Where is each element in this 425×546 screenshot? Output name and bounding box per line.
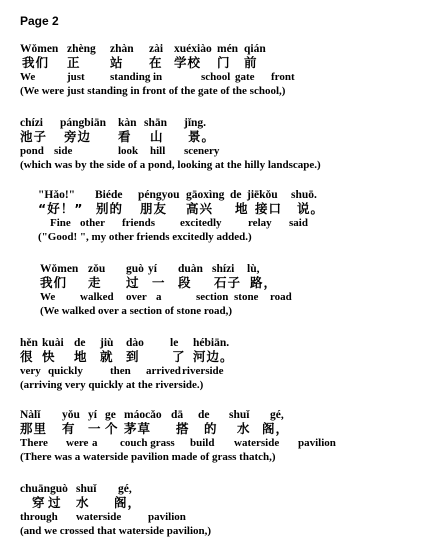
pinyin-word: hébiān. [193,337,230,349]
gloss-word: We [40,291,56,303]
gloss-word: road [270,291,292,303]
pinyin-word: zhàn [110,43,134,55]
hanzi-word: 水 [237,421,251,436]
pinyin-word: qián [244,43,266,55]
gloss-word: pavilion [298,437,336,449]
translation-line: (arriving very quickly at the riverside.) [20,379,204,391]
pinyin-word: dā [171,409,184,421]
pinyin-word: Nàlǐ [20,409,41,421]
gloss-word: relay [248,217,272,229]
hanzi-word: 地 [74,349,88,364]
gloss-word: front [271,71,295,83]
gloss-word: look [118,145,139,157]
pinyin-word: yǒu [62,409,80,421]
pinyin-word: ge [105,409,116,421]
gloss-word: hill [150,145,166,157]
hanzi-word: 个 [105,421,119,436]
hanzi-word: 学校 [174,55,202,70]
hanzi-word: 水 [76,495,90,510]
translation-line: (We walked over a section of stone road,) [40,305,233,317]
pinyin-word: shuǐ [76,483,97,495]
gloss-word: gate [235,71,255,83]
pinyin-word: chuānguò [20,483,68,495]
hanzi-word: 过 [126,275,140,290]
gloss-word: Fine [50,217,71,229]
hanzi-word: 的 [204,421,218,436]
hanzi-word: 池子 [20,129,48,144]
hanzi-word: 地 [235,201,249,216]
pinyin-word: shuō. [291,189,317,201]
pinyin-word: máocǎo [124,409,162,421]
page-title: Page 2 [20,14,59,28]
hanzi-word: 石子 [214,275,242,290]
hanzi-word: 旁边 [64,129,92,144]
pinyin-word: gé, [270,409,284,421]
hanzi-word: 一 [88,421,102,436]
hanzi-word: 接口 [255,201,283,216]
translation-line: (We were just standing in front of the gate of the school,) [20,85,286,97]
translation-line: (There was a waterside pavilion made of grass thatch,) [20,451,276,463]
hanzi-word: 门 [217,55,231,70]
gloss-word: scenery [184,145,220,157]
hanzi-word: 一 [152,275,166,290]
hanzi-word: 河边。 [193,349,234,364]
hanzi-word: 前 [244,55,258,70]
pinyin-word: yí [88,409,97,421]
hanzi-word: 搭 [176,421,190,436]
hanzi-word: 有 [62,421,76,436]
hanzi-word: 到 [126,349,140,364]
gloss-word: build [190,437,215,449]
pinyin-word: kàn [118,117,137,129]
pinyin-word: zhèng [67,43,96,55]
pinyin-word: jiēkǒu [247,189,278,201]
translation-line: ("Good! ", my other friends excitedly added.) [38,231,252,243]
pinyin-word: jiù [100,337,114,349]
gloss-word: then [110,365,131,377]
translation-line: (and we crossed that waterside pavilion,) [20,525,212,537]
gloss-word: excitedly [180,217,222,229]
gloss-word: riverside [182,365,224,377]
hanzi-word: 看 [118,129,132,144]
pinyin-word: yí [148,263,157,275]
pinyin-word: gāoxìng [186,189,225,201]
gloss-word: friends [122,217,155,229]
gloss-word: quickly [48,365,83,377]
hanzi-word: 很 [20,349,34,364]
hanzi-word: 站 [110,55,124,70]
hanzi-word: 阁， [114,495,142,510]
gloss-word: arrived [146,365,181,377]
pinyin-word: kuài [42,337,64,349]
pinyin-word: xuéxiào [174,43,212,55]
pinyin-word: péngyou [138,189,180,201]
pinyin-word: guò [126,263,144,275]
hanzi-word: 就 [100,349,114,364]
hanzi-word: 了 [172,349,186,364]
gloss-word: standing [110,71,151,83]
hanzi-word: 我们 [40,275,68,290]
gloss-word: very [20,365,41,377]
gloss-word: through [20,511,58,523]
hanzi-word: 别的 [96,201,124,216]
pinyin-word: gé, [118,483,132,495]
gloss-word: couch grass [120,437,175,449]
hanzi-word: 景。 [188,129,216,144]
pinyin-word: shuǐ [229,409,250,421]
pinyin-word: Wǒmen [40,263,79,275]
translation-line: (which was by the side of a pond, looking at the hilly landscape.) [20,159,321,171]
pinyin-word: duàn [178,263,203,275]
hanzi-word: 山 [150,129,164,144]
pinyin-word: de [230,189,242,201]
pinyin-word: lù, [247,263,260,275]
gloss-word: a [156,291,162,303]
gloss-word: in [153,71,163,83]
hanzi-word: 高兴 [186,201,214,216]
hanzi-word: 正 [67,55,81,70]
hanzi-word: 过 [48,495,62,510]
gloss-word: stone [234,291,259,303]
pinyin-word: mén [217,43,239,55]
hanzi-word: 穿 [32,495,46,510]
gloss-word: We [20,71,36,83]
gloss-word: a [92,437,98,449]
gloss-word: waterside [234,437,280,449]
gloss-word: school [201,71,231,83]
gloss-word: were [66,437,89,449]
gloss-word: just [67,71,85,83]
pinyin-word: "Hǎo!" [38,189,76,201]
hanzi-word: 那里 [20,421,48,436]
gloss-word: other [80,217,106,229]
pinyin-word: pángbiān [60,117,107,129]
pinyin-word: de [198,409,210,421]
hanzi-word: 段 [178,275,192,290]
hanzi-word: 茅草 [124,421,152,436]
gloss-word: side [54,145,73,157]
pinyin-word: Biéde [95,189,123,201]
pinyin-word: zài [149,43,164,55]
pinyin-word: chízi [20,117,43,129]
hanzi-word: 快 [42,349,56,364]
pinyin-word: dào [126,337,144,349]
hanzi-word: 我们 [22,55,50,70]
gloss-word: section [196,291,229,303]
hanzi-word: “好！” [38,201,84,216]
hanzi-word: 路， [250,275,278,290]
hanzi-word: 在 [149,55,163,70]
pinyin-word: Wǒmen [20,43,59,55]
gloss-word: walked [80,291,114,303]
pinyin-word: le [170,337,179,349]
hanzi-word: 朋友 [140,201,168,216]
hanzi-word: 说。 [297,201,325,216]
gloss-word: There [20,437,48,449]
pinyin-word: shān [144,117,168,129]
pinyin-word: shízi [212,263,235,275]
gloss-word: pavilion [148,511,186,523]
gloss-word: over [126,291,147,303]
pinyin-word: zǒu [88,263,106,275]
pinyin-word: jǐng. [184,117,207,129]
hanzi-word: 走 [88,275,102,290]
pinyin-word: hěn [20,337,38,349]
gloss-word: pond [20,145,44,157]
pinyin-word: de [74,337,86,349]
hanzi-word: 阁， [262,421,290,436]
gloss-word: said [289,217,308,229]
gloss-word: waterside [76,511,122,523]
